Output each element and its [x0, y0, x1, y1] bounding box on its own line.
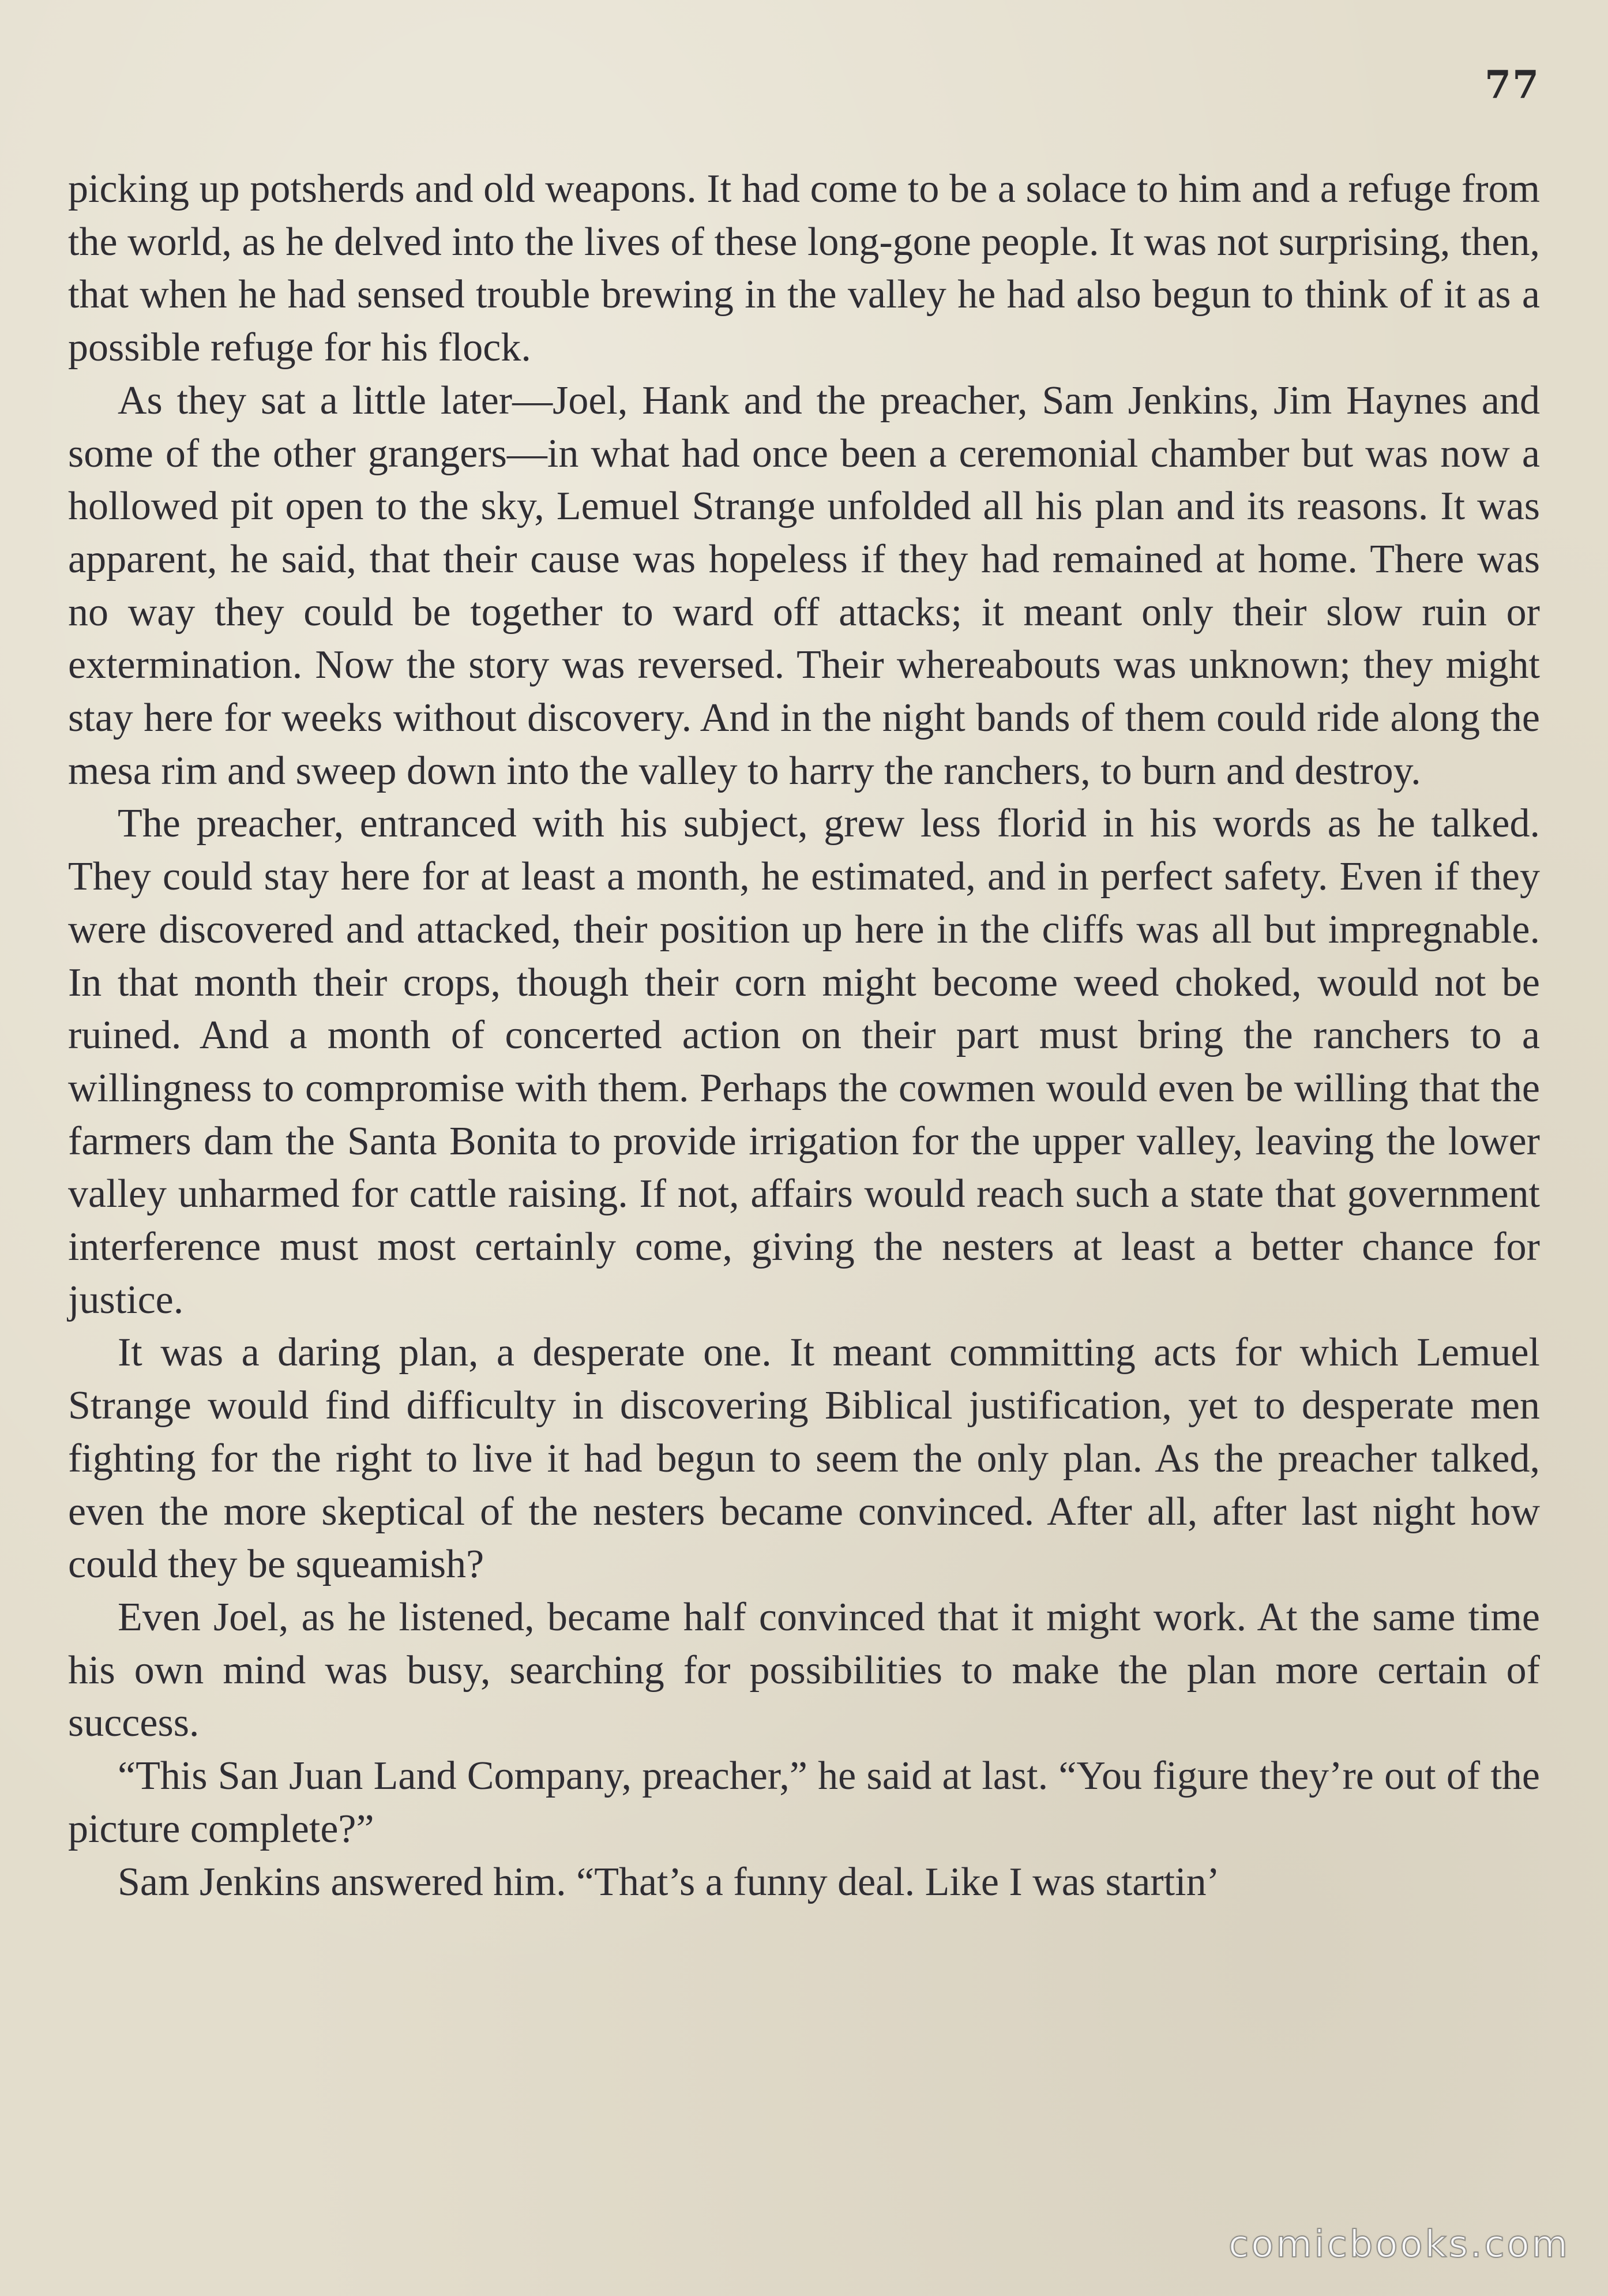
paragraph: Even Joel, as he listened, became half convinced that it might work. At the same time his own mind was busy, searching for possibilities to make the plan more certain of success. [68, 1595, 1540, 1746]
paragraph: It was a daring plan, a desperate one. It meant committing acts for which Lemuel Strange would find difficulty in discovering Biblical justification, yet to desperate men fighting for the right to live it had begun to seem the only plan. As the preacher talked, even the more skeptical of the nesters became convinced. After all, after last night how could they be squeamish? [68, 1330, 1540, 1587]
paragraph: “This San Juan Land Company, preacher,” he said at last. “You figure they’re out of the picture complete?” [68, 1754, 1540, 1851]
body-text [68, 163, 1540, 1908]
paragraph: The preacher, entranced with his subject, grew less florid in his words as he talked. They could stay here for at least a month, he estimated, and in perfect safety. Even if they were discovered and attacked, their position up here in the cliffs was all but impregnable. In that month their crops, though their corn might become weed choked, would not be ruined. And a month of concerted action on their part must bring the ranchers to a willingness to compromise with them. Perhaps the cowmen would even be willing that the farmers dam the Santa Bonita to provide irrigation for the upper valley, leaving the lower valley unharmed for cattle raising. If not, affairs would reach such a state that government interference must most certainly come, giving the nesters at least a better chance for justice. [68, 801, 1540, 1322]
page-number: 77 [1485, 62, 1540, 107]
site-watermark: comicbooks.com [1228, 2223, 1570, 2266]
paragraph: picking up potsherds and old weapons. It had come to be a solace to him and a refuge from the world, as he delved into the lives of these long-gone people. It was not surprising, then, that when he had sensed trouble brewing in the valley he had also begun to think of it as a possible refuge for his flock. [68, 167, 1540, 370]
paragraph: Sam Jenkins answered him. “That’s a funny deal. Like I was startin’ [118, 1859, 1220, 1904]
paragraph: As they sat a little later—Joel, Hank and the preacher, Sam Jenkins, Jim Haynes and some of the other grangers—in what had once been a ceremonial chamber but was now a hollowed pit open to the sky, Lemuel Strange unfolded all his plan and its reasons. It was apparent, he said, that their cause was hopeless if they had remained at home. There was no way they could be together to ward off attacks; it meant only their slow ruin or extermination. Now the story was reversed. Their whereabouts was unknown; they might stay here for weeks without discovery. And in the night bands of them could ride along the mesa rim and sweep down into the valley to harry the ranchers, to burn and destroy. [68, 378, 1540, 793]
